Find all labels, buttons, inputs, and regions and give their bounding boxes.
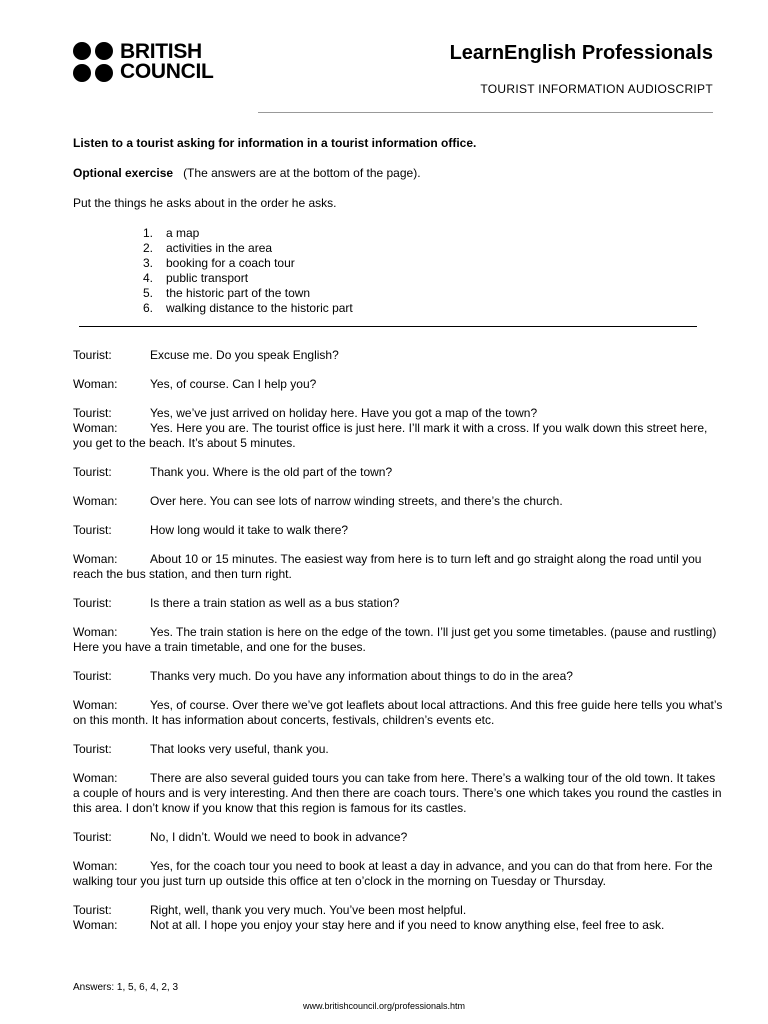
list-item-text: public transport: [166, 271, 249, 285]
speaker-label: Woman:: [73, 494, 118, 508]
list-item-number: 6.: [143, 301, 154, 315]
speaker-label: Tourist:: [73, 830, 112, 844]
dialogue-text: Yes. The train station is here on the edge of the town. I’ll just get you some timetables. (pause and rustling) Here you have a train timetable, and one for the buses.: [73, 625, 717, 654]
speaker-label: Tourist:: [73, 596, 112, 610]
list-item-text: booking for a coach tour: [166, 256, 295, 270]
dialogue-text: Yes, for the coach tour you need to book at least a day in advance, and you can do that from here. For the walking tour you just turn up outside this office at ten o’clock in the morning on Tuesday or Thursday.: [73, 859, 713, 888]
list-item-text: walking distance to the historic part: [166, 301, 353, 315]
speaker-label: Woman:: [73, 771, 118, 785]
logo-line-2: COUNCIL: [120, 60, 214, 83]
dialogue-line: [73, 742, 723, 757]
dialogue-line: [73, 625, 723, 655]
dialogue-text: Thank you. Where is the old part of the town?: [150, 465, 393, 479]
logo-text: [120, 42, 214, 82]
british-council-logo: [73, 42, 214, 82]
list-item-number: 5.: [143, 286, 154, 300]
speaker-label: Woman:: [73, 421, 118, 435]
speaker-label: Tourist:: [73, 669, 112, 683]
dialogue-line: [73, 669, 723, 684]
dialogue-line: [73, 698, 723, 728]
dialogue-line: [73, 406, 723, 421]
optional-text: (The answers are at the bottom of the page).: [183, 166, 421, 180]
dialogue-text: Over here. You can see lots of narrow winding streets, and there’s the church.: [150, 494, 563, 508]
dialogue-text: About 10 or 15 minutes. The easiest way from here is to turn left and go straight along the road until you reach the bus station, and then turn right.: [73, 552, 702, 581]
speaker-label: Tourist:: [73, 465, 112, 479]
dialogue-line: [73, 771, 723, 816]
logo-dots-icon: [73, 42, 113, 82]
speaker-label: Woman:: [73, 625, 118, 639]
dialogue-text: There are also several guided tours you can take from here. There’s a walking tour of the old town. It takes a couple of hours and is very interesting. And then there are coach tours. There’s one which takes you round the castles in this area. I don’t know if you know that this region is famous for its castles.: [73, 771, 722, 815]
list-item: [143, 241, 723, 256]
dialogue-line: [73, 348, 723, 363]
speaker-label: Woman:: [73, 859, 118, 873]
dialogue-text: Yes, of course. Can I help you?: [150, 377, 317, 391]
section-divider: [79, 326, 697, 327]
dialogue-line: [73, 918, 723, 933]
optional-exercise: [73, 166, 723, 181]
exercise-list: [143, 226, 723, 316]
answers-text: Answers: 1, 5, 6, 4, 2, 3: [73, 982, 179, 993]
dialogue-text: Right, well, thank you very much. You’ve been most helpful.: [150, 903, 467, 917]
dialogue-line: [73, 421, 723, 451]
list-item-number: 4.: [143, 271, 154, 285]
header-divider: [258, 112, 713, 113]
dialogue-line: [73, 552, 723, 582]
dialogue-text: Yes, we’ve just arrived on holiday here. Have you got a map of the town?: [150, 406, 538, 420]
speaker-label: Tourist:: [73, 903, 112, 917]
list-item-number: 1.: [143, 226, 154, 240]
dialogue-text: Thanks very much. Do you have any information about things to do in the area?: [150, 669, 573, 683]
list-item-text: the historic part of the town: [166, 286, 311, 300]
speaker-label: Tourist:: [73, 348, 112, 362]
footer-url: www.britishcouncil.org/professionals.htm: [302, 1001, 466, 1011]
list-item: [143, 226, 723, 241]
dialogue-text: Yes. Here you are. The tourist office is just here. I’ll mark it with a cross. If you walk down this street here, you get to the beach. It’s about 5 minutes.: [73, 421, 708, 450]
speaker-label: Woman:: [73, 377, 118, 391]
optional-label: Optional exercise: [73, 166, 174, 180]
intro-text: Listen to a tourist asking for information in a tourist information office.: [73, 136, 477, 150]
list-item-text: activities in the area: [166, 241, 273, 255]
list-item: [143, 256, 723, 271]
dialogue-line: [73, 859, 723, 889]
speaker-label: Woman:: [73, 918, 118, 932]
document-body: [73, 136, 723, 947]
document-subtitle: TOURIST INFORMATION AUDIOSCRIPT: [480, 82, 713, 96]
dialogue: [73, 348, 723, 933]
dialogue-text: Excuse me. Do you speak English?: [150, 348, 339, 362]
list-item-text: a map: [166, 226, 200, 240]
speaker-label: Tourist:: [73, 742, 112, 756]
dialogue-line: [73, 830, 723, 845]
dialogue-text: Not at all. I hope you enjoy your stay here and if you need to know anything else, feel free to ask.: [150, 918, 665, 932]
list-item-number: 2.: [143, 241, 154, 255]
dialogue-text: That looks very useful, thank you.: [150, 742, 329, 756]
instruction-text: Put the things he asks about in the order he asks.: [73, 196, 337, 210]
list-item: [143, 301, 723, 316]
speaker-label: Tourist:: [73, 523, 112, 537]
dialogue-line: [73, 465, 723, 480]
dialogue-text: How long would it take to walk there?: [150, 523, 349, 537]
logo-line-1: BRITISH: [120, 40, 202, 63]
speaker-label: Tourist:: [73, 406, 112, 420]
list-item: [143, 271, 723, 286]
list-item-number: 3.: [143, 256, 154, 270]
speaker-label: Woman:: [73, 698, 118, 712]
list-item: [143, 286, 723, 301]
dialogue-text: Is there a train station as well as a bus station?: [150, 596, 400, 610]
dialogue-line: [73, 596, 723, 611]
dialogue-line: [73, 523, 723, 538]
dialogue-text: No, I didn’t. Would we need to book in advance?: [150, 830, 408, 844]
dialogue-text: Yes, of course. Over there we’ve got leaflets about local attractions. And this free guide here tells you what’s on this month. It has information about concerts, festivals, children’s events etc.: [73, 698, 723, 727]
site-title: LearnEnglish Professionals: [449, 42, 713, 64]
speaker-label: Woman:: [73, 552, 118, 566]
dialogue-line: [73, 377, 723, 392]
dialogue-line: [73, 494, 723, 509]
dialogue-line: [73, 903, 723, 918]
